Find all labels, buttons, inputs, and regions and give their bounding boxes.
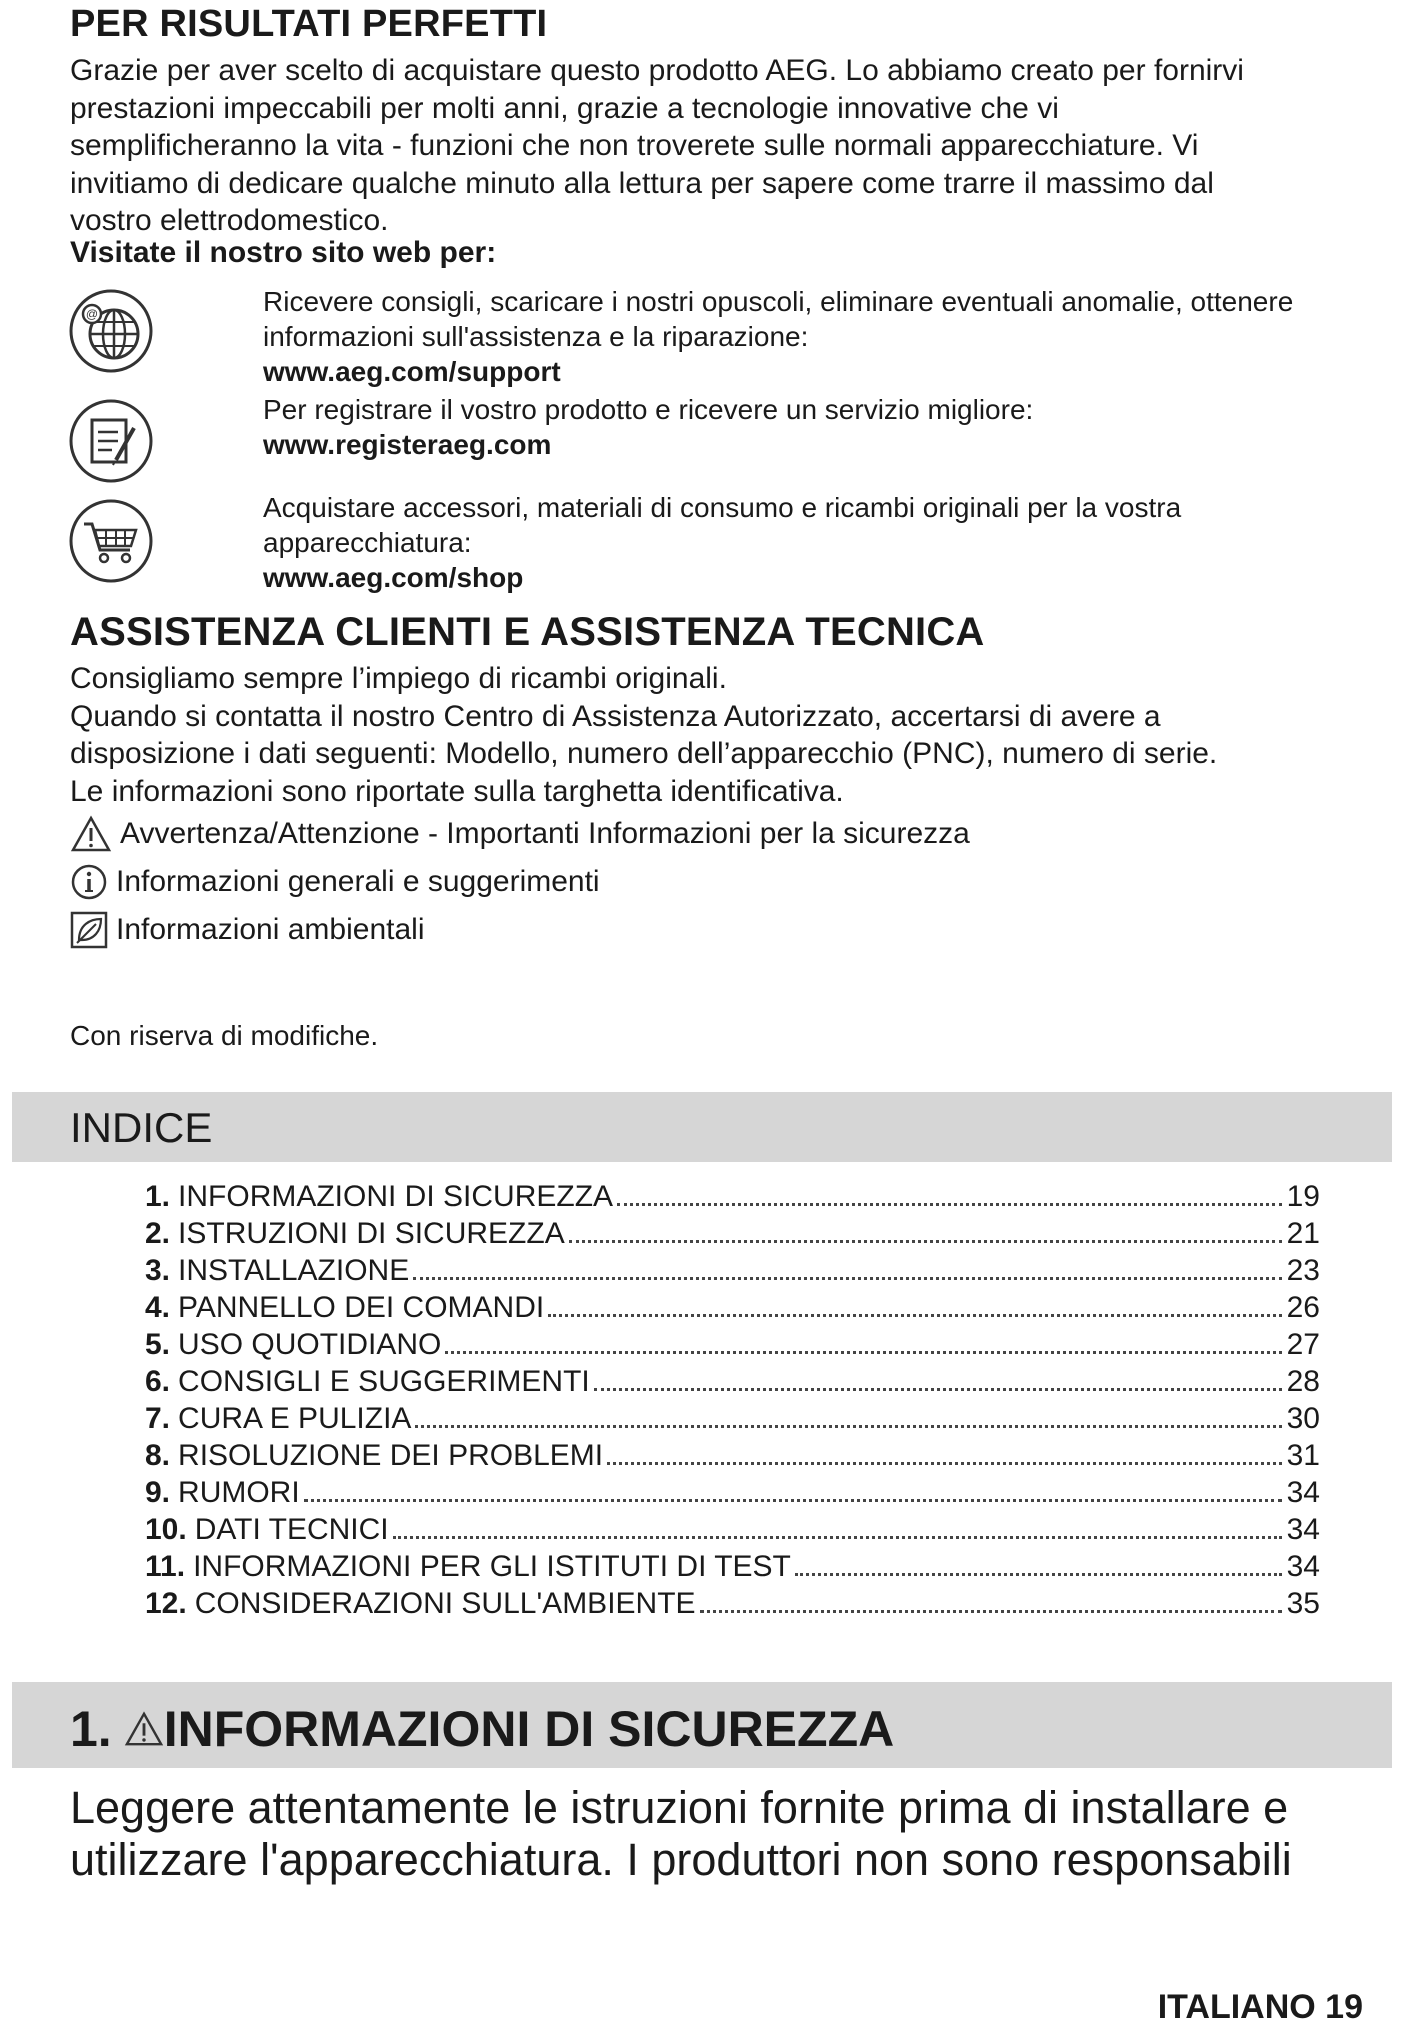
toc-entry[interactable] xyxy=(145,1548,1320,1585)
web-item-register xyxy=(263,392,1393,462)
toc-leader xyxy=(594,1388,1282,1391)
toc-entry[interactable] xyxy=(145,1585,1320,1622)
toc-label: CONSIDERAZIONI SULL'AMBIENTE xyxy=(194,1587,696,1620)
legend-environment xyxy=(70,911,424,949)
assistance-title: ASSISTENZA CLIENTI E ASSISTENZA TECNICA xyxy=(70,610,985,654)
intro-line: vostro elettrodomestico. xyxy=(70,204,389,237)
environment-leaf-icon xyxy=(70,911,108,949)
web-item-text: Ricevere consigli, scaricare i nostri opuscoli, eliminare eventuali anomalie, ottenere xyxy=(263,286,1294,317)
safety-paragraph xyxy=(70,1782,1400,1886)
toc-leader xyxy=(415,1425,1282,1428)
shop-link[interactable]: www.aeg.com/shop xyxy=(263,562,524,593)
footer-page-label: ITALIANO 19 xyxy=(1157,1988,1363,2026)
toc-entry[interactable] xyxy=(145,1400,1320,1437)
safety-header-band xyxy=(12,1682,1392,1768)
toc-page: 27 xyxy=(1286,1328,1320,1361)
web-item-text: informazioni sull'assistenza e la riparazione: xyxy=(263,321,809,352)
legend-info xyxy=(70,863,600,901)
toc-entry[interactable] xyxy=(145,1363,1320,1400)
warning-triangle-icon xyxy=(124,1710,164,1748)
safety-line: Leggere attentamente le istruzioni fornite prima di installare e xyxy=(70,1782,1289,1833)
reserve-note: Con riserva di modifiche. xyxy=(70,1020,379,1051)
toc-number: 6. xyxy=(145,1365,171,1398)
toc-label: CURA E PULIZIA xyxy=(178,1402,412,1435)
register-document-icon xyxy=(68,398,154,489)
toc-number: 4. xyxy=(145,1291,171,1324)
toc-label: RUMORI xyxy=(178,1476,300,1509)
toc-leader xyxy=(700,1610,1282,1613)
toc-leader xyxy=(607,1462,1282,1465)
toc-number: 12. xyxy=(145,1587,187,1620)
toc-entry[interactable] xyxy=(145,1289,1320,1326)
web-item-shop xyxy=(263,490,1393,595)
toc-page: 34 xyxy=(1286,1513,1320,1546)
toc-entry[interactable] xyxy=(145,1326,1320,1363)
toc-label: INSTALLAZIONE xyxy=(178,1254,410,1287)
index-title: INDICE xyxy=(70,1104,213,1151)
safety-title: INFORMAZIONI DI SICUREZZA xyxy=(163,1701,895,1757)
intro-line: invitiamo di dedicare qualche minuto alla lettura per sapere come trarre il massimo dal xyxy=(70,166,1214,200)
toc-leader xyxy=(413,1277,1282,1280)
web-item-text: Per registrare il vostro prodotto e ricevere un servizio migliore: xyxy=(263,394,1034,425)
register-link[interactable]: www.registeraeg.com xyxy=(263,429,552,460)
globe-icon xyxy=(68,288,154,379)
toc-page: 26 xyxy=(1286,1291,1320,1324)
toc-label: INFORMAZIONI PER GLI ISTITUTI DI TEST xyxy=(193,1550,791,1583)
toc-page: 34 xyxy=(1286,1550,1320,1583)
toc-label: DATI TECNICI xyxy=(194,1513,389,1546)
safety-line: utilizzare l'apparecchiatura. I produttori non sono responsabili xyxy=(70,1834,1292,1885)
toc-leader xyxy=(304,1499,1282,1502)
toc-number: 10. xyxy=(145,1513,187,1546)
intro-line: semplificheranno la vita - funzioni che non troverete sulle normali apparecchiature. Vi xyxy=(70,129,1199,162)
toc-label: INFORMAZIONI DI SICUREZZA xyxy=(178,1180,614,1213)
web-item-text: apparecchiatura: xyxy=(263,527,472,558)
toc-label: RISOLUZIONE DEI PROBLEMI xyxy=(178,1439,604,1472)
warning-triangle-icon xyxy=(70,815,112,853)
intro-line: Grazie per aver scelto di acquistare questo prodotto AEG. Lo abbiamo creato per fornirvi xyxy=(70,54,1244,87)
intro-line: prestazioni impeccabili per molti anni, grazie a tecnologie innovative che vi xyxy=(70,91,1059,125)
toc-number: 7. xyxy=(145,1402,171,1435)
toc-leader xyxy=(393,1536,1282,1539)
svg-text:@: @ xyxy=(85,307,99,321)
toc-label: ISTRUZIONI DI SICUREZZA xyxy=(178,1217,565,1250)
toc-page: 19 xyxy=(1286,1180,1320,1213)
toc-page: 34 xyxy=(1286,1476,1320,1509)
assistance-line: disposizione i dati seguenti: Modello, numero dell’apparecchio (PNC), numero di serie. xyxy=(70,737,1218,770)
toc-entry[interactable] xyxy=(145,1215,1320,1252)
toc-leader xyxy=(795,1573,1282,1576)
legend-text: Avvertenza/Attenzione - Importanti Informazioni per la sicurezza xyxy=(120,817,970,850)
web-item-support xyxy=(263,284,1393,389)
toc-number: 3. xyxy=(145,1254,171,1287)
toc-entry[interactable] xyxy=(145,1511,1320,1548)
toc-label: USO QUOTIDIANO xyxy=(178,1328,442,1361)
shopping-cart-icon xyxy=(68,498,154,589)
toc-number: 8. xyxy=(145,1439,171,1472)
toc-page: 30 xyxy=(1286,1402,1320,1435)
safety-number: 1. xyxy=(70,1701,112,1757)
toc-page: 28 xyxy=(1286,1365,1320,1398)
intro-title: PER RISULTATI PERFETTI xyxy=(70,3,548,45)
toc-page: 23 xyxy=(1286,1254,1320,1287)
toc-leader xyxy=(445,1351,1282,1354)
toc-number: 5. xyxy=(145,1328,171,1361)
toc-page: 35 xyxy=(1286,1587,1320,1620)
toc-page: 21 xyxy=(1286,1217,1320,1250)
legend-warning xyxy=(70,815,970,853)
assistance-line: Quando si contatta il nostro Centro di Assistenza Autorizzato, accertarsi di avere a xyxy=(70,699,1161,733)
toc-leader xyxy=(569,1240,1282,1243)
legend-text: Informazioni generali e suggerimenti xyxy=(116,865,600,898)
toc-number: 2. xyxy=(145,1217,171,1250)
toc-entry[interactable] xyxy=(145,1252,1320,1289)
toc-entry[interactable] xyxy=(145,1437,1320,1474)
toc-entry[interactable] xyxy=(145,1474,1320,1511)
toc-number: 11. xyxy=(145,1550,186,1583)
visit-heading: Visitate il nostro sito web per: xyxy=(70,236,497,269)
toc-label: PANNELLO DEI COMANDI xyxy=(178,1291,545,1324)
support-link[interactable]: www.aeg.com/support xyxy=(263,356,561,387)
index-header-band xyxy=(12,1092,1392,1162)
assistance-line: Le informazioni sono riportate sulla targhetta identificativa. xyxy=(70,774,844,808)
toc-number: 1. xyxy=(145,1180,171,1213)
legend-text: Informazioni ambientali xyxy=(116,913,425,946)
web-item-text: Acquistare accessori, materiali di consumo e ricambi originali per la vostra xyxy=(263,492,1182,523)
toc-number: 9. xyxy=(145,1476,171,1509)
assistance-paragraph xyxy=(70,660,1390,810)
toc-entry[interactable] xyxy=(145,1178,1320,1215)
toc-leader xyxy=(548,1314,1282,1317)
info-icon xyxy=(70,863,108,901)
intro-paragraph xyxy=(70,52,1390,240)
toc-page: 31 xyxy=(1286,1439,1320,1472)
assistance-line: Consigliamo sempre l’impiego di ricambi originali. xyxy=(70,662,727,695)
safety-heading xyxy=(70,1700,894,1758)
toc-label: CONSIGLI E SUGGERIMENTI xyxy=(178,1365,590,1398)
toc-leader xyxy=(617,1203,1282,1206)
